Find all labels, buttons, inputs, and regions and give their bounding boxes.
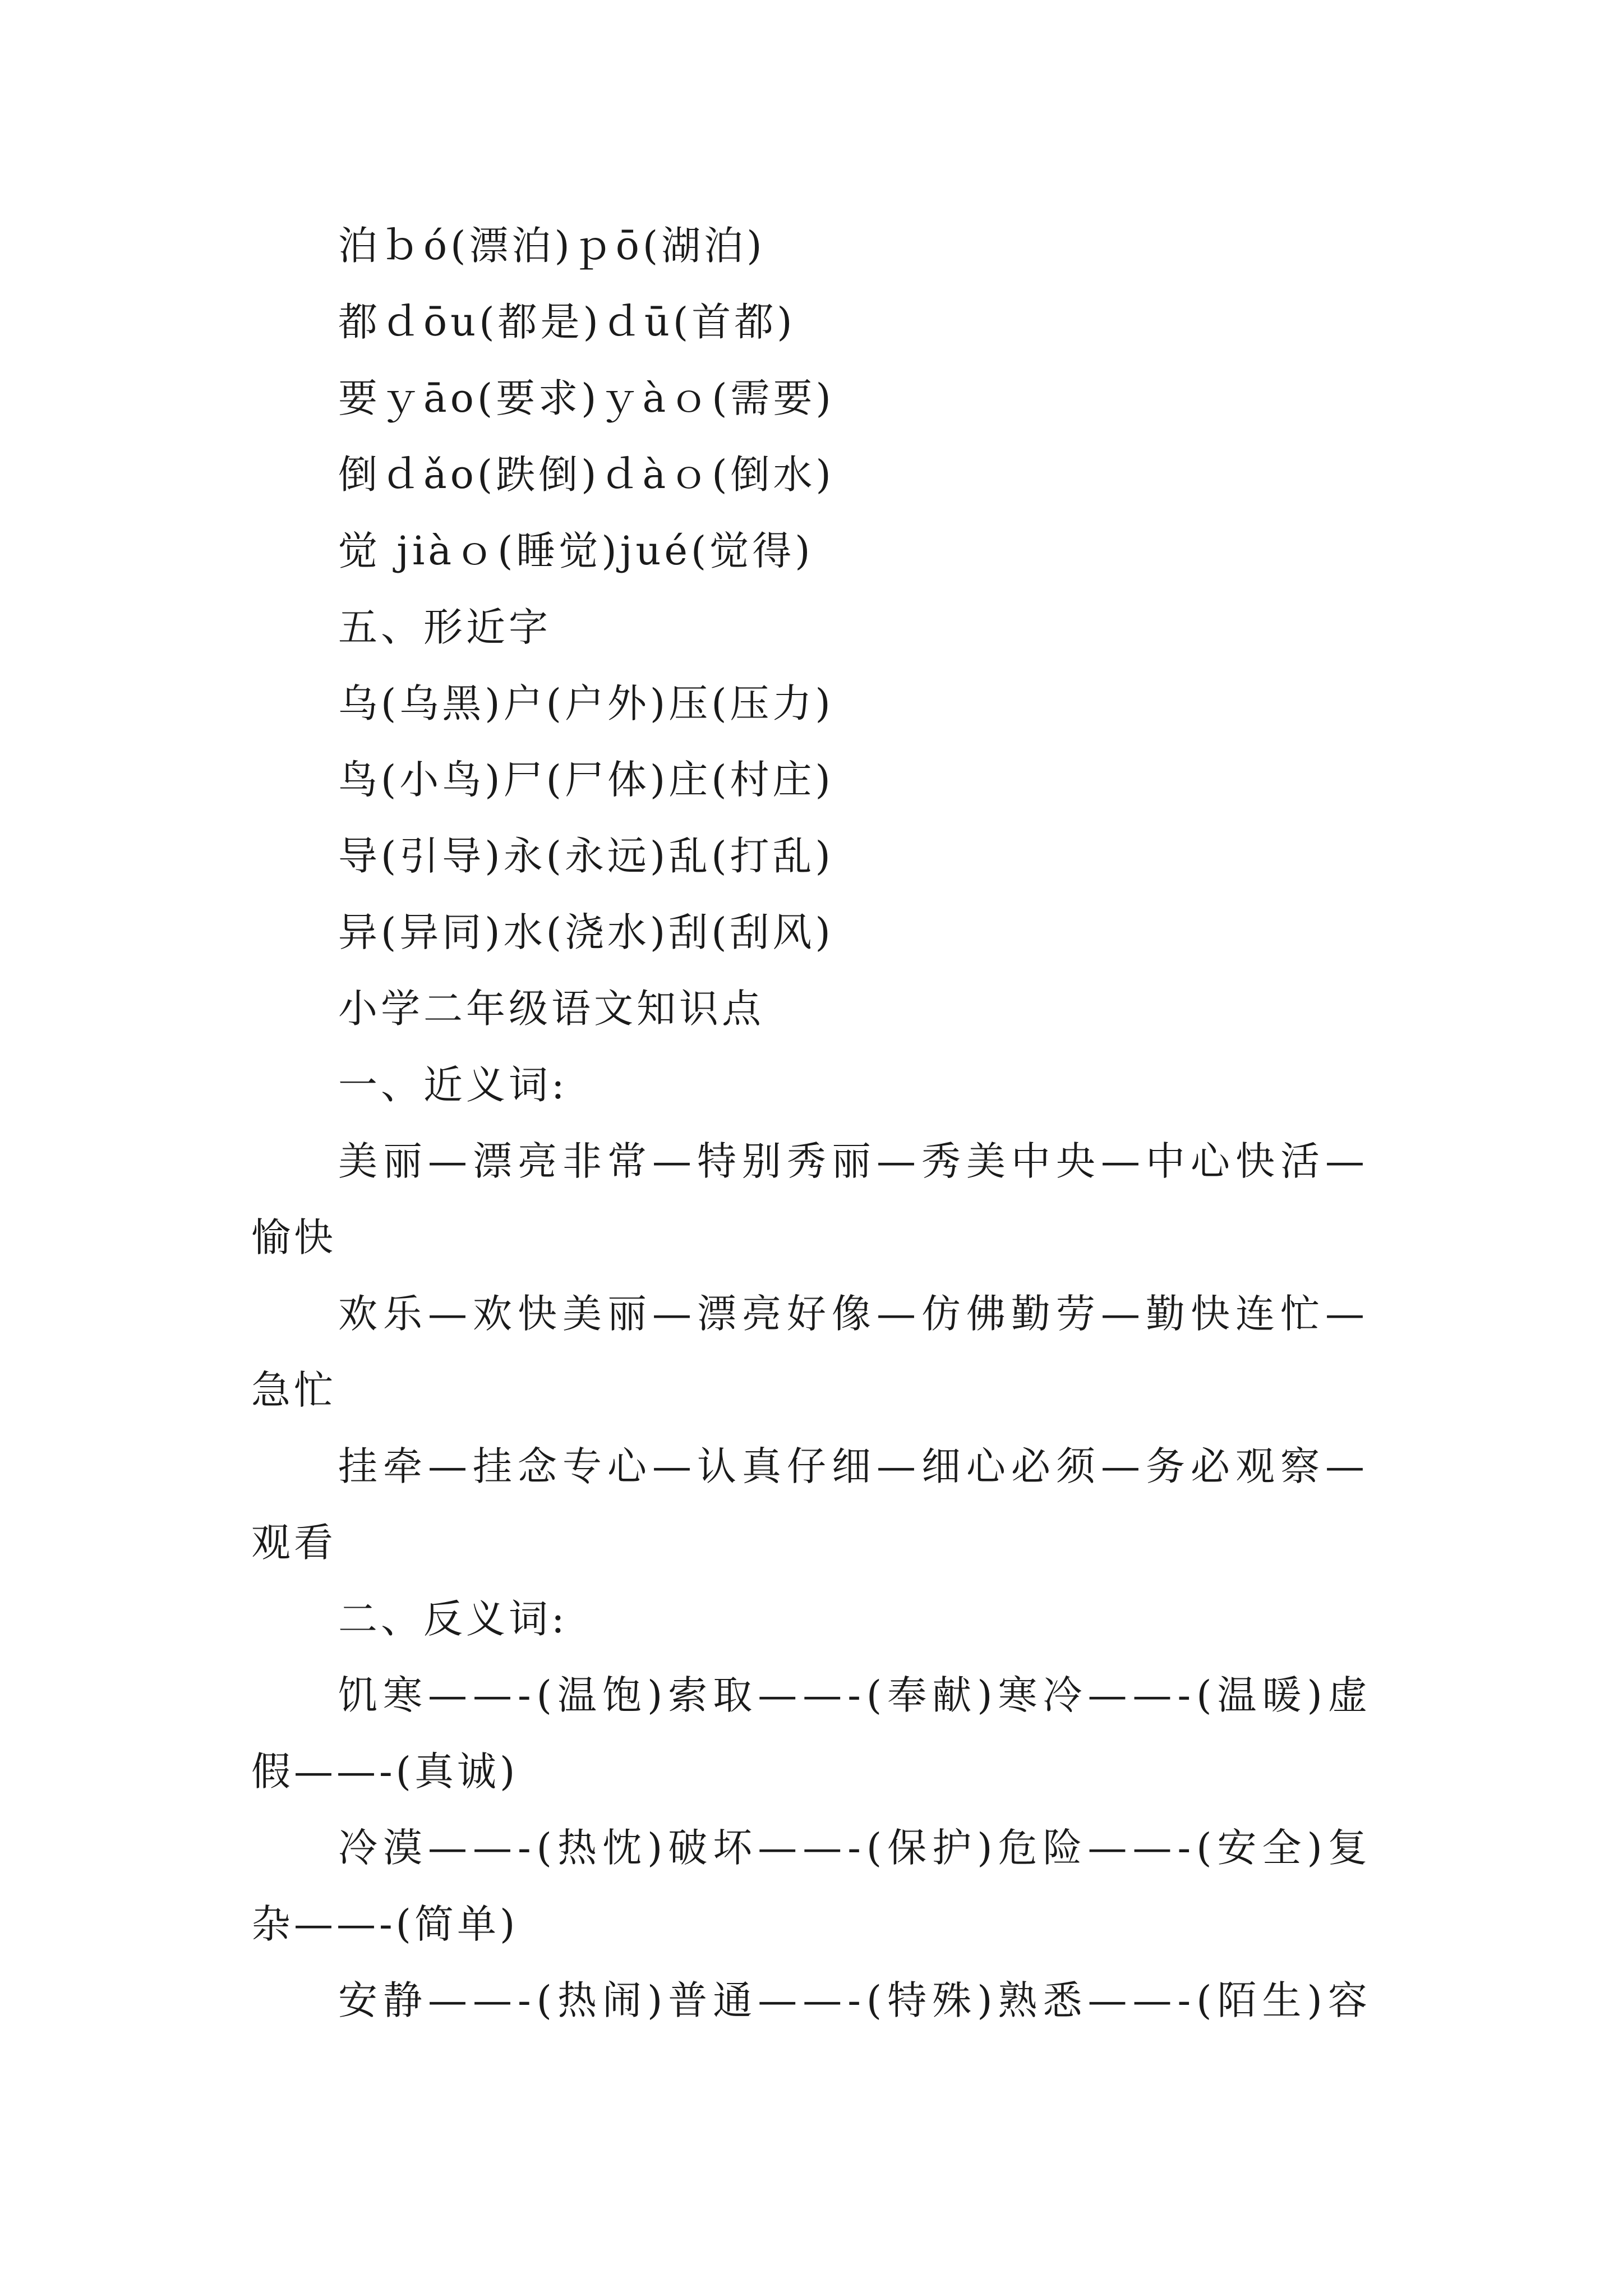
antonyms-line: 饥寒——-(温饱)索取——-(奉献)寒冷——-(温暖)虚 xyxy=(338,1672,1373,1718)
similar-chars-line: 导(引导)永(永远)乱(打乱) xyxy=(338,833,834,879)
synonyms-line: 欢乐—欢快美丽—漂亮好像—仿佛勤劳—勤快连忙— xyxy=(338,1291,1370,1337)
synonyms-line-continuation: 急忙 xyxy=(251,1367,336,1413)
synonyms-line-continuation: 愉快 xyxy=(251,1214,336,1260)
document-body xyxy=(251,208,1390,2039)
antonyms-line-continuation: 假——-(真诚) xyxy=(251,1749,519,1795)
antonyms-line: 冷漠——-(热忱)破坏——-(保护)危险——-(安全)复 xyxy=(338,1825,1373,1871)
section-heading-synonyms: 一、近义词: xyxy=(338,1062,568,1108)
synonyms-line-continuation: 观看 xyxy=(251,1520,336,1566)
similar-chars-line: 异(异同)水(浇水)刮(刮风) xyxy=(338,909,834,955)
document-subtitle: 小学二年级语文知识点 xyxy=(338,986,764,1032)
pinyin-line-jiao: 觉 jiàｏ(睡觉)jué(觉得) xyxy=(338,528,814,574)
pinyin-line-dao: 倒ｄǎo(跌倒)ｄàｏ(倒水) xyxy=(338,452,834,498)
pinyin-line-yao: 要ｙāo(要求)ｙàｏ(需要) xyxy=(338,375,834,421)
section-heading-similar-chars: 五、形近字 xyxy=(338,604,551,650)
pinyin-line-dou: 都ｄōu(都是)ｄū(首都) xyxy=(338,299,796,345)
synonyms-line: 挂牵—挂念专心—认真仔细—细心必须—务必观察— xyxy=(338,1443,1370,1489)
similar-chars-line: 乌(乌黑)户(户外)压(压力) xyxy=(338,680,834,726)
antonyms-line-continuation: 杂——-(简单) xyxy=(251,1901,519,1947)
section-heading-antonyms: 二、反义词: xyxy=(338,1596,568,1642)
antonyms-line: 安静——-(热闹)普通——-(特殊)熟悉——-(陌生)容 xyxy=(338,1977,1373,2023)
synonyms-line: 美丽—漂亮非常—特别秀丽—秀美中央—中心快活— xyxy=(338,1138,1370,1184)
pinyin-line-bo: 泊ｂó(漂泊)ｐō(湖泊) xyxy=(338,223,766,269)
similar-chars-line: 鸟(小鸟)尸(尸体)庄(村庄) xyxy=(338,757,834,803)
